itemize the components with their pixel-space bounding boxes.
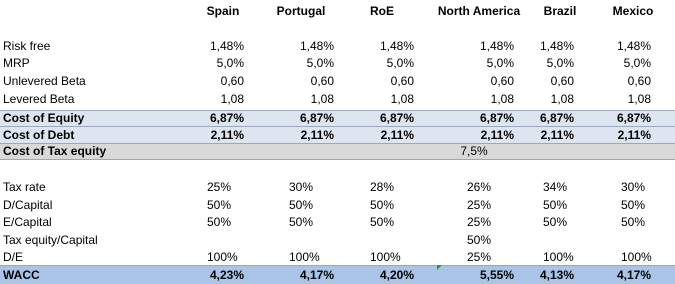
row-label: E/Capital — [3, 215, 52, 229]
table-cell: 1,08 — [550, 92, 574, 106]
row-label: Tax rate — [3, 180, 46, 194]
table-cell: 2,11% — [617, 128, 651, 142]
table-cell: 6,87% — [209, 111, 244, 125]
table-cell: 0,60 — [550, 74, 574, 88]
table-cell: 50% — [467, 233, 492, 247]
table-cell: 100% — [621, 250, 652, 264]
table-cell: 100% — [543, 250, 574, 264]
table-cell: 1,48% — [299, 39, 334, 53]
row-label: Unlevered Beta — [3, 74, 86, 88]
table-row — [0, 267, 675, 283]
table-cell: 6,87% — [616, 111, 651, 125]
table-cell: 50% — [207, 215, 232, 229]
row-divider — [0, 265, 675, 266]
row-label: WACC — [3, 268, 40, 282]
cell-indicator-icon — [437, 265, 442, 270]
table-row — [0, 38, 675, 54]
row-label: Tax equity/Capital — [3, 233, 98, 247]
table-cell: 1,48% — [539, 39, 574, 53]
table-cell: 25% — [207, 180, 232, 194]
row-label: Cost of Equity — [3, 111, 85, 125]
table-row — [0, 232, 675, 248]
table-cell: 50% — [370, 215, 395, 229]
table-cell: 100% — [207, 250, 238, 264]
table-cell: 0,60 — [310, 74, 334, 88]
table-cell: 50% — [289, 215, 314, 229]
table-cell: 26% — [467, 180, 492, 194]
table-cell: 6,87% — [299, 111, 334, 125]
table-cell: 0,60 — [220, 74, 244, 88]
table-cell: 2,11% — [480, 128, 514, 142]
column-header: RoE — [370, 4, 394, 18]
table-cell: 0,60 — [627, 74, 651, 88]
table-cell: 5,55% — [479, 268, 514, 282]
table-cell: 5,0% — [486, 56, 514, 70]
table-cell: 5,0% — [546, 56, 574, 70]
table-cell: 30% — [289, 180, 314, 194]
table-cell: 1,48% — [479, 39, 514, 53]
table-cell: 0,60 — [490, 74, 514, 88]
table-cell: 2,11% — [380, 128, 414, 142]
header-row — [0, 3, 675, 19]
table-row — [0, 127, 675, 143]
table-cell: 50% — [207, 198, 232, 212]
table-row — [0, 249, 675, 265]
table-cell: 4,20% — [379, 268, 414, 282]
column-header: Portugal — [276, 4, 326, 18]
table-cell: 2,11% — [300, 128, 334, 142]
table-row — [0, 91, 675, 107]
table-cell: 1,08 — [627, 92, 651, 106]
table-cell: 50% — [543, 215, 568, 229]
table-cell: 1,48% — [209, 39, 244, 53]
table-cell: 50% — [621, 198, 646, 212]
table-cell: 6,87% — [539, 111, 574, 125]
table-cell: 25% — [467, 198, 492, 212]
table-cell: 5,0% — [306, 56, 334, 70]
table-row — [0, 179, 675, 195]
table-cell: 2,11% — [540, 128, 574, 142]
table-cell: 50% — [370, 198, 395, 212]
row-label: MRP — [3, 56, 30, 70]
table-row — [0, 73, 675, 89]
column-header: Mexico — [612, 4, 654, 18]
table-cell: 25% — [467, 250, 492, 264]
table-cell: 100% — [289, 250, 320, 264]
table-cell: 2,11% — [210, 128, 244, 142]
table-cell: 4,23% — [209, 268, 244, 282]
table-cell: 50% — [289, 198, 314, 212]
row-label: D/E — [3, 250, 24, 264]
table-cell: 1,48% — [616, 39, 651, 53]
table-cell: 6,87% — [479, 111, 514, 125]
table-cell: 100% — [370, 250, 401, 264]
row-label: Cost of Tax equity — [3, 144, 107, 158]
column-header: North America — [437, 4, 521, 18]
table-cell: 1,08 — [390, 92, 414, 106]
table-cell: 4,17% — [299, 268, 334, 282]
table-row — [0, 55, 675, 71]
table-cell: 6,87% — [379, 111, 414, 125]
table-cell: 28% — [370, 180, 395, 194]
table-cell: 1,48% — [379, 39, 414, 53]
column-header: Spain — [206, 4, 240, 18]
table-cell: 0,60 — [390, 74, 414, 88]
row-label: Risk free — [3, 39, 51, 53]
table-cell: 5,0% — [216, 56, 244, 70]
table-cell: 7,5% — [460, 144, 488, 158]
row-divider — [0, 159, 675, 160]
table-row — [0, 197, 675, 213]
row-label: Levered Beta — [3, 92, 75, 106]
table-cell: 4,17% — [616, 268, 651, 282]
table-cell: 25% — [467, 215, 492, 229]
table-cell: 4,13% — [539, 268, 574, 282]
row-label: Cost of Debt — [3, 128, 75, 142]
table-cell: 30% — [621, 180, 646, 194]
table-cell: 50% — [543, 198, 568, 212]
table-cell: 5,0% — [623, 56, 651, 70]
table-cell: 1,08 — [220, 92, 244, 106]
table-cell: 1,08 — [310, 92, 334, 106]
table-row — [0, 214, 675, 230]
row-label: D/Capital — [3, 198, 53, 212]
column-header: Brazil — [543, 4, 577, 18]
table-row — [0, 110, 675, 126]
table-cell: 34% — [543, 180, 568, 194]
table-cell: 50% — [621, 215, 646, 229]
table-row — [0, 143, 675, 159]
table-cell: 5,0% — [386, 56, 414, 70]
table-cell: 1,08 — [490, 92, 514, 106]
